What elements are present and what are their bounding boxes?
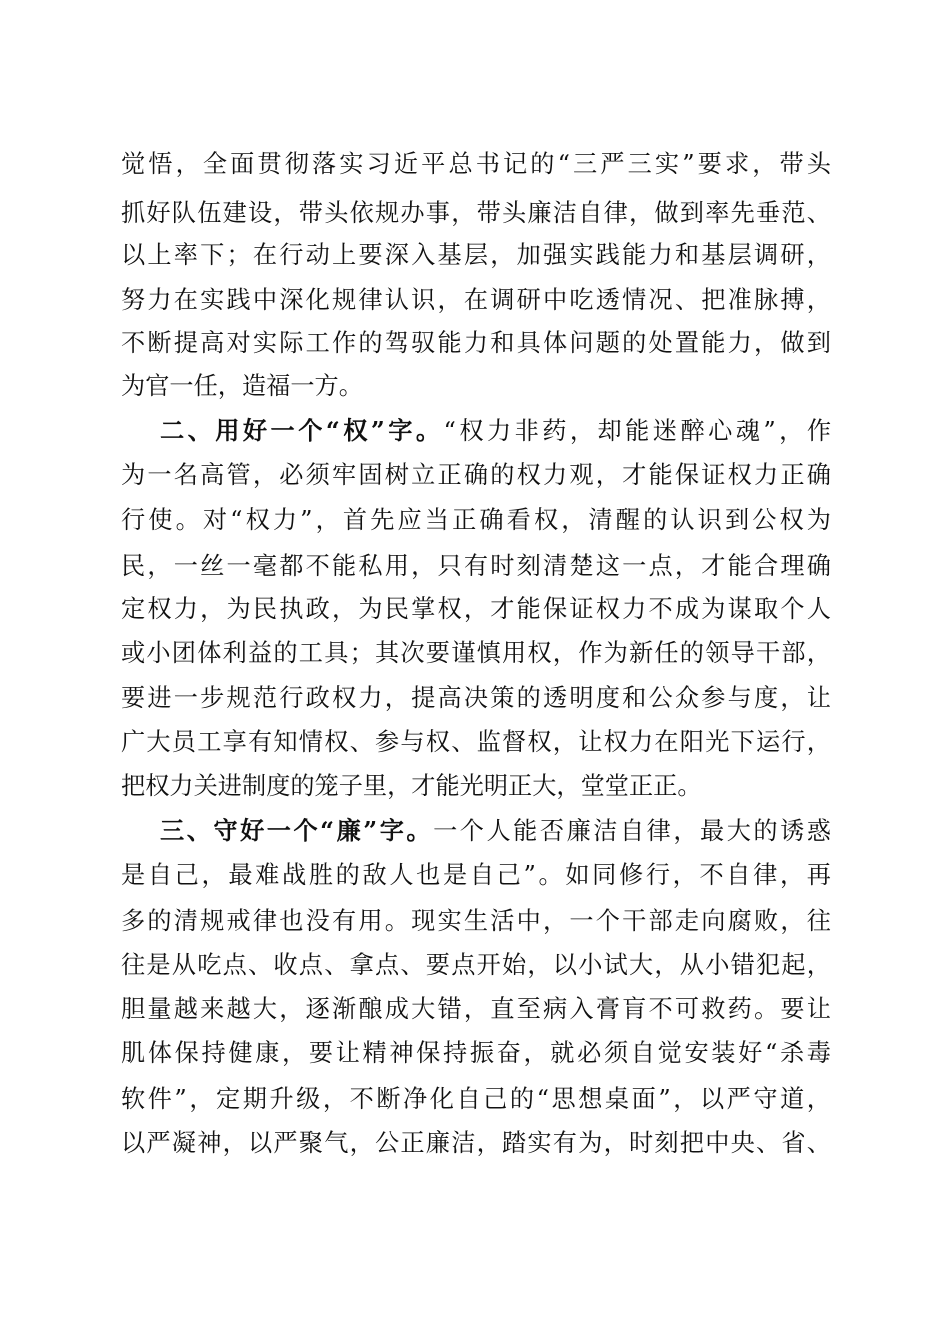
paragraph-3-line-8: 以严凝神，以严聚气，公正廉洁，踏实有为，时刻把中央、省、 <box>121 1129 831 1157</box>
paragraph-1-line-3: 以上率下；在行动上要深入基层，加强实践能力和基层调研， <box>121 241 831 269</box>
paragraph-2-first-line-text: “权力非药，却能迷醉心魂”，作 <box>443 417 832 445</box>
paragraph-3-line-7: 软件”，定期升级，不断净化自己的“思想桌面”，以严守道， <box>121 1085 831 1113</box>
section-heading-power: 二、用好一个“权”字。 <box>160 416 444 445</box>
paragraph-2-line-7: 要进一步规范行政权力，提高决策的透明度和公众参与度，让 <box>121 684 831 712</box>
paragraph-3-line-5: 胆量越来越大，逐渐酿成大错，直至病入膏肓不可救药。要让 <box>121 995 831 1023</box>
paragraph-2-line-3: 行使。对“权力”，首先应当正确看权，清醒的认识到公权为 <box>121 506 831 534</box>
paragraph-2-line-5: 定权力，为民执政，为民掌权，才能保证权力不成为谋取个人 <box>121 595 831 623</box>
paragraph-2-line-9: 把权力关进制度的笼子里，才能光明正大，堂堂正正。 <box>121 772 702 800</box>
paragraph-2-line-2: 为一名高管，必须牢固树立正确的权力观，才能保证权力正确 <box>121 461 831 489</box>
paragraph-3-line-2: 是自己，最难战胜的敌人也是自己”。如同修行，不自律，再 <box>121 861 831 889</box>
paragraph-2-line-6: 或小团体利益的工具；其次要谨慎用权，作为新任的领导干部， <box>121 639 831 667</box>
paragraph-1-line-5: 不断提高对实际工作的驾驭能力和具体问题的处置能力，做到 <box>121 329 831 357</box>
paragraph-1-line-1: 觉悟，全面贯彻落实习近平总书记的“三严三实”要求，带头 <box>121 150 831 178</box>
paragraph-3-first-line-text: 一个人能否廉洁自律，最大的诱惑 <box>433 817 831 845</box>
paragraph-3-line-6: 肌体保持健康，要让精神保持振奋，就必须自觉安装好“杀毒 <box>121 1039 831 1067</box>
paragraph-3-first-line <box>160 812 831 850</box>
paragraph-2-line-4: 民，一丝一毫都不能私用，只有时刻清楚这一点，才能合理确 <box>121 552 831 580</box>
paragraph-1-line-4: 努力在实践中深化规律认识，在调研中吃透情况、把准脉搏， <box>121 286 831 314</box>
paragraph-3-line-4: 往是从吃点、收点、拿点、要点开始，以小试大，从小错犯起， <box>121 951 831 979</box>
paragraph-1-line-6: 为官一任，造福一方。 <box>121 372 363 400</box>
paragraph-2-line-8: 广大员工享有知情权、参与权、监督权，让权力在阳光下运行， <box>121 728 831 756</box>
paragraph-3-line-3: 多的清规戒律也没有用。现实生活中，一个干部走向腐败，往 <box>121 907 831 935</box>
paragraph-1-line-2: 抓好队伍建设，带头依规办事，带头廉洁自律，做到率先垂范、 <box>121 199 831 227</box>
paragraph-2-first-line <box>160 412 831 450</box>
section-heading-integrity: 三、守好一个“廉”字。 <box>160 816 434 845</box>
